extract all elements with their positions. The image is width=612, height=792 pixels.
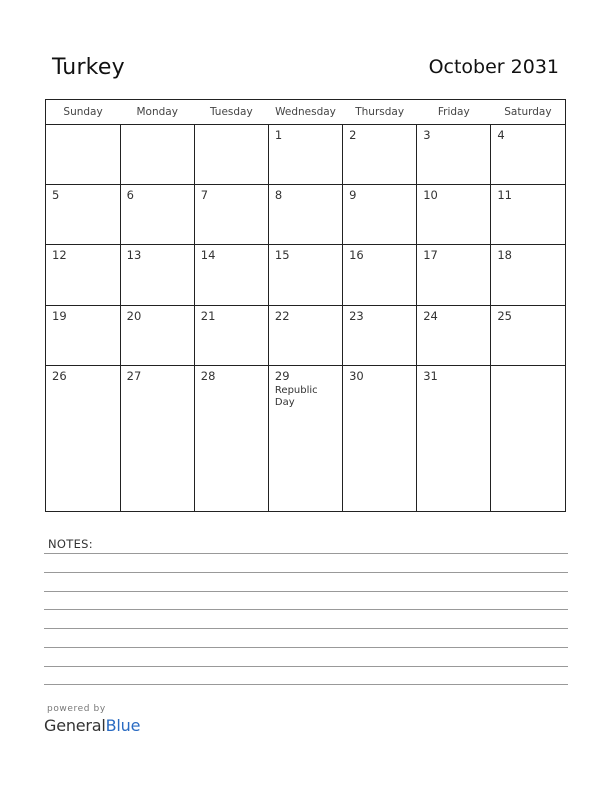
day-cell [120,245,194,305]
day-number: 27 [126,368,142,383]
day-number: 25 [497,308,512,323]
day-number: 26 [52,368,67,383]
day-number: 28 [200,368,216,383]
note-line [44,572,568,573]
day-number: 21 [200,308,216,323]
weekday-tuesday: Tuesday [194,100,268,125]
day-number: 31 [423,368,438,383]
day-number: 20 [126,308,142,323]
brand-blue: Blue [105,716,141,735]
note-line [44,647,568,648]
note-line [44,628,568,629]
country-title: Turkey [52,55,125,80]
day-number: 30 [349,368,364,383]
day-cell [120,125,194,185]
weekday-saturday: Saturday [491,100,565,125]
day-cell [120,365,194,511]
weekday-wednesday: Wednesday [268,100,342,125]
weekday-thursday: Thursday [343,100,417,125]
day-cell [491,245,565,305]
day-cell [343,125,417,185]
day-number: 1 [274,128,283,142]
day-cell [417,185,491,245]
day-cell [194,125,268,185]
day-number: 10 [423,188,438,203]
day-cell [268,245,342,305]
week-row [46,365,565,511]
day-cell [417,365,491,511]
day-number: 16 [349,248,364,263]
day-number: 3 [423,128,431,142]
day-number: 17 [423,248,438,263]
day-cell [417,305,491,365]
day-number: 23 [349,308,364,323]
note-line [44,591,568,592]
day-cell [46,245,120,305]
day-cell [417,125,491,185]
day-number: 8 [274,188,283,203]
day-cell [194,185,268,245]
day-cell [268,305,342,365]
day-cell [268,365,342,511]
week-row [46,245,565,305]
day-number: 15 [274,248,290,263]
day-cell [491,185,565,245]
day-number: 18 [497,248,512,263]
day-number: 14 [200,248,216,263]
day-cell [491,365,565,511]
day-number: 5 [52,188,60,203]
note-line [44,553,568,554]
week-row [46,125,565,185]
day-cell [194,245,268,305]
day-cell [194,305,268,365]
day-number: 4 [497,128,505,142]
weekday-friday: Friday [417,100,491,125]
day-cell [120,305,194,365]
day-number: 22 [274,308,290,323]
day-cell [268,125,342,185]
day-cell [491,305,565,365]
day-number: 6 [126,188,134,203]
week-row [46,305,565,365]
note-line [44,666,568,667]
day-number: 11 [497,188,512,203]
day-cell [46,185,120,245]
day-cell [46,125,120,185]
day-cell [120,185,194,245]
day-number: 19 [52,308,67,323]
day-number: 7 [200,188,209,203]
day-number: 12 [52,248,67,263]
day-cell [268,185,342,245]
day-cell [343,185,417,245]
day-cell [46,365,120,511]
day-cell [343,305,417,365]
note-line [44,609,568,610]
day-number: 29 [274,368,290,383]
day-cell [343,365,417,511]
day-number: 24 [423,308,438,323]
day-number: 9 [349,188,357,203]
day-number: 13 [126,248,142,263]
day-cell [417,245,491,305]
notes-label: NOTES: [48,537,93,551]
day-number: 2 [349,128,357,142]
weekday-sunday: Sunday [46,100,120,125]
day-cell [194,365,268,511]
week-row [46,185,565,245]
weekday-header-row [46,100,565,125]
day-cell [491,125,565,185]
month-year-title: October 2031 [428,56,559,78]
note-line [44,684,568,685]
holiday-label: Republic Day [274,384,318,408]
day-cell [46,305,120,365]
day-cell [343,245,417,305]
weekday-monday: Monday [120,100,194,125]
brand-general: General [44,716,106,735]
calendar-grid [45,99,566,512]
powered-by-text: powered by [47,704,106,714]
generalblue-logo [44,716,140,735]
